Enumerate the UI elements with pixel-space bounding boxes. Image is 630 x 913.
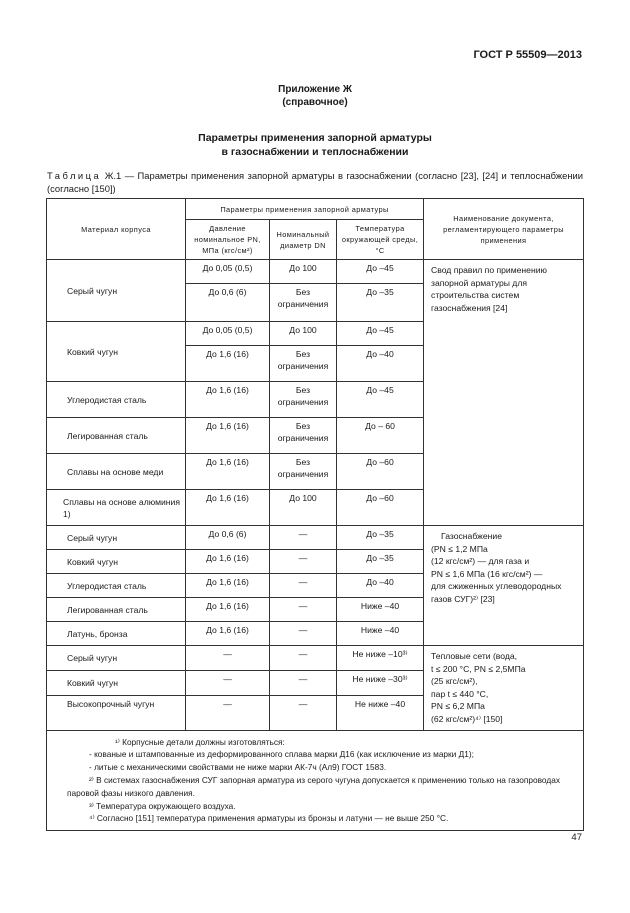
annex-subtitle: (справочное) bbox=[282, 97, 348, 108]
material-cell: Серый чугун bbox=[47, 646, 186, 671]
sug-doc-line: (12 кгс/см²) — для газа и bbox=[431, 556, 530, 567]
material-cell: Углеродистая сталь bbox=[47, 382, 186, 418]
material-cell: Легированная сталь bbox=[47, 598, 186, 622]
caption-label: Таблица bbox=[47, 170, 102, 181]
footnote-line: ¹⁾ Корпусные детали должны изготовляться: bbox=[115, 736, 285, 747]
footnote-line: ⁴⁾ Согласно [151] температура применения арматуры из бронзы и латуни — не выше 250 °С. bbox=[89, 813, 449, 824]
temperature-cell: До –60 bbox=[337, 454, 424, 490]
heat-doc-line: (62 кгс/см²)⁴⁾ [150] bbox=[431, 713, 503, 724]
diameter-cell: — bbox=[270, 526, 337, 550]
material-cell: Ковкий чугун bbox=[47, 550, 186, 574]
footnote-line: ²⁾ В системах газоснабжения СУГ запорная арматура из серого чугуна допускается к применению только на газопроводах паровой фазы низкого давления. bbox=[67, 774, 560, 798]
gas-document-cell: Свод правил по применению запорной арматуры для строительства систем газоснабжения [24] bbox=[424, 260, 584, 526]
pressure-cell: До 0,05 (0,5) bbox=[186, 322, 270, 346]
pressure-cell: До 0,6 (6) bbox=[186, 284, 270, 322]
header-material: Материал корпуса bbox=[47, 199, 186, 260]
diameter-cell: — bbox=[270, 670, 337, 695]
diameter-cell: — bbox=[270, 695, 337, 730]
diameter-cell: Без ограничения bbox=[270, 382, 337, 418]
diameter-cell: — bbox=[270, 550, 337, 574]
pressure-cell: До 1,6 (16) bbox=[186, 598, 270, 622]
footnote-line: - литые с механическими свойствами не ниже марки АК-7ч (Ал9) ГОСТ 1583. bbox=[89, 762, 387, 773]
heat-doc-line: t ≤ 200 °С, PN ≤ 2,5МПа bbox=[431, 663, 526, 674]
material-cell: Углеродистая сталь bbox=[47, 574, 186, 598]
temperature-cell: До –35 bbox=[337, 284, 424, 322]
header-temperature: Температура окружающей среды, °С bbox=[337, 220, 424, 260]
material-cell: Сплавы на основе меди bbox=[47, 454, 186, 490]
diameter-cell: — bbox=[270, 598, 337, 622]
heat-doc-line: Тепловые сети (вода, bbox=[431, 651, 518, 661]
temperature-cell: До –35 bbox=[337, 526, 424, 550]
diameter-cell: Без ограничения bbox=[270, 284, 337, 322]
caption-text: Ж.1 — Параметры применения запорной арматуры в газоснабжении (согласно [23], [24] и теплоснабжении (согласно [150]) bbox=[47, 170, 583, 194]
diameter-cell: — bbox=[270, 622, 337, 646]
parameters-table bbox=[46, 198, 584, 831]
sug-doc-line: для сжиженных углеводородных газов СУГ)²⁾ [23] bbox=[431, 581, 562, 604]
page-number: 47 bbox=[571, 832, 582, 843]
material-cell: Высокопрочный чугун bbox=[47, 695, 186, 730]
temperature-cell: До –40 bbox=[337, 346, 424, 382]
sug-doc-line: (PN ≤ 1,2 МПа bbox=[431, 543, 488, 554]
temperature-cell: До –40 bbox=[337, 574, 424, 598]
temperature-cell: До – 60 bbox=[337, 418, 424, 454]
pressure-cell: До 1,6 (16) bbox=[186, 418, 270, 454]
temperature-cell: До –45 bbox=[337, 382, 424, 418]
pressure-cell: До 0,6 (6) bbox=[186, 526, 270, 550]
material-cell: Латунь, бронза bbox=[47, 622, 186, 646]
pressure-cell: До 1,6 (16) bbox=[186, 382, 270, 418]
standard-header: ГОСТ Р 55509—2013 bbox=[473, 49, 582, 61]
diameter-cell: — bbox=[270, 574, 337, 598]
pressure-cell: До 0,05 (0,5) bbox=[186, 260, 270, 284]
temperature-cell: Ниже –40 bbox=[337, 622, 424, 646]
material-cell: Легированная сталь bbox=[47, 418, 186, 454]
sug-doc-line: Газоснабжение bbox=[441, 531, 503, 541]
diameter-cell: Без ограничения bbox=[270, 454, 337, 490]
footnote-line: ³⁾ Температура окружающего воздуха. bbox=[89, 800, 236, 811]
heat-document-cell bbox=[424, 646, 584, 731]
pressure-cell: До 1,6 (16) bbox=[186, 346, 270, 382]
table-caption bbox=[47, 169, 583, 195]
pressure-cell: — bbox=[186, 670, 270, 695]
pressure-cell: До 1,6 (16) bbox=[186, 454, 270, 490]
section-title-line1: Параметры применения запорной арматуры bbox=[198, 132, 432, 144]
pressure-cell: До 1,6 (16) bbox=[186, 550, 270, 574]
diameter-cell: Без ограничения bbox=[270, 418, 337, 454]
diameter-cell: — bbox=[270, 646, 337, 671]
header-pressure: Давление номинальное PN, МПа (кгс/см²) bbox=[186, 220, 270, 260]
temperature-cell: Ниже –40 bbox=[337, 598, 424, 622]
pressure-cell: — bbox=[186, 646, 270, 671]
temperature-cell: До –35 bbox=[337, 550, 424, 574]
header-params: Параметры применения запорной арматуры bbox=[186, 199, 424, 220]
heat-doc-line: пар t ≤ 440 °С, bbox=[431, 688, 489, 699]
temperature-cell: Не ниже –30³⁾ bbox=[337, 670, 424, 695]
heat-doc-line: PN ≤ 6,2 МПа bbox=[431, 701, 485, 712]
material-cell: Ковкий чугун bbox=[47, 322, 186, 382]
diameter-cell: До 100 bbox=[270, 490, 337, 526]
diameter-cell: До 100 bbox=[270, 322, 337, 346]
header-document: Наименование документа, регламентирующего параметры применения bbox=[424, 199, 584, 260]
pressure-cell: До 1,6 (16) bbox=[186, 622, 270, 646]
material-cell: Серый чугун bbox=[47, 260, 186, 322]
pressure-cell: — bbox=[186, 695, 270, 730]
temperature-cell: До –45 bbox=[337, 260, 424, 284]
pressure-cell: До 1,6 (16) bbox=[186, 490, 270, 526]
temperature-cell: Не ниже –10³⁾ bbox=[337, 646, 424, 671]
material-cell: Сплавы на основе алюминия 1) bbox=[47, 490, 186, 526]
material-cell: Ковкий чугун bbox=[47, 670, 186, 695]
diameter-cell: До 100 bbox=[270, 260, 337, 284]
annex-title: Приложение Ж bbox=[278, 84, 352, 95]
footnotes bbox=[47, 730, 584, 831]
sug-document-cell bbox=[424, 526, 584, 646]
heat-doc-line: (25 кгс/см²), bbox=[431, 676, 478, 687]
header-diameter: Номинальный диаметр DN bbox=[270, 220, 337, 260]
temperature-cell: До –45 bbox=[337, 322, 424, 346]
sug-doc-line: PN ≤ 1,6 МПа (16 кгс/см²) — bbox=[431, 568, 543, 579]
section-title-line2: в газоснабжении и теплоснабжении bbox=[221, 146, 409, 158]
material-cell: Серый чугун bbox=[47, 526, 186, 550]
temperature-cell: До –60 bbox=[337, 490, 424, 526]
temperature-cell: Не ниже –40 bbox=[337, 695, 424, 730]
footnote-line: - кованые и штампованные из деформированного сплава марки Д16 (как исключение из марки Д1); bbox=[89, 749, 474, 760]
pressure-cell: До 1,6 (16) bbox=[186, 574, 270, 598]
diameter-cell: Без ограничения bbox=[270, 346, 337, 382]
